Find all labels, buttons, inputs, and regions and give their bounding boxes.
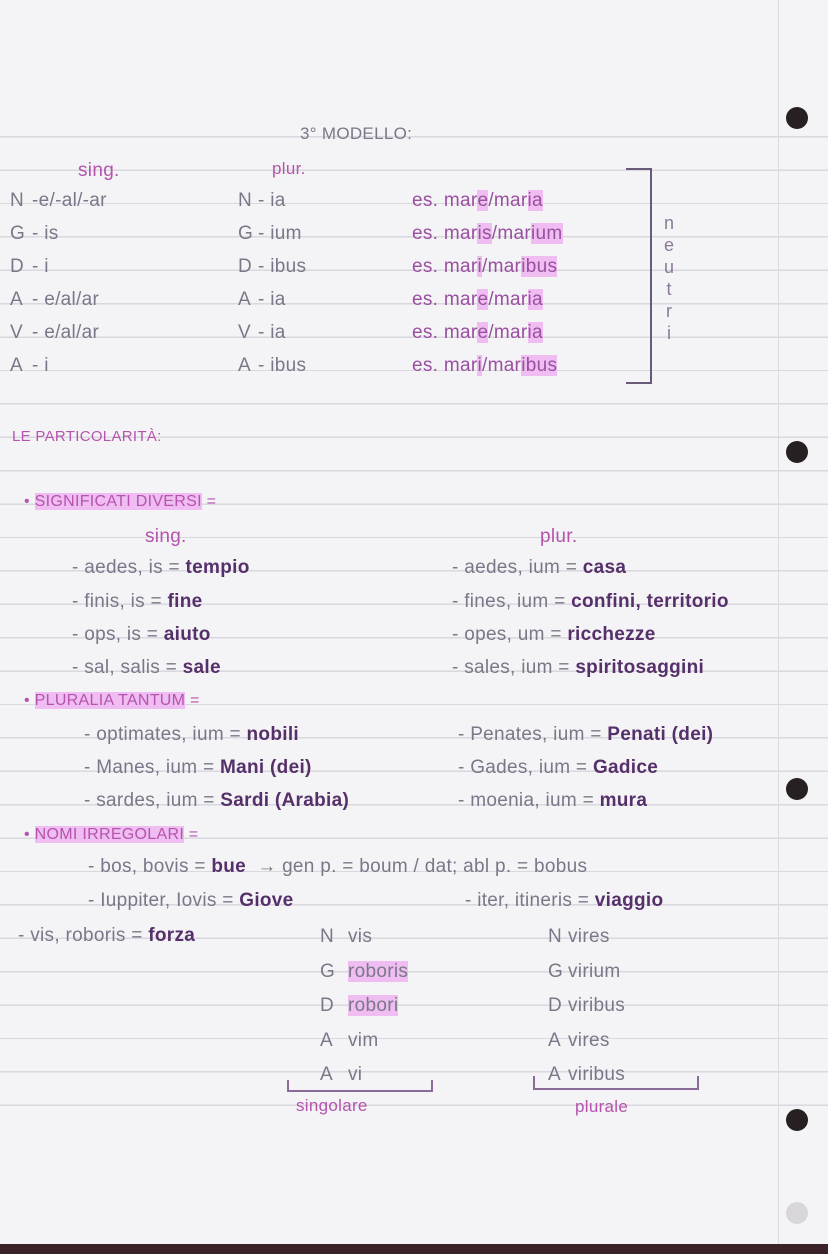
- entry-meaning: Gadice: [592, 757, 659, 778]
- plur-label: plur.: [272, 159, 306, 178]
- ending-sing: - i: [32, 256, 49, 277]
- vis-plur-row: [548, 1030, 610, 1052]
- case-form: virium: [568, 961, 621, 982]
- entry-meaning: mura: [599, 790, 648, 811]
- entry-meaning: nobili: [246, 724, 299, 745]
- example-ending-plur: ibus: [521, 256, 558, 277]
- punch-hole-icon: [786, 441, 808, 463]
- case-label: N: [320, 926, 335, 947]
- list-item: [458, 724, 713, 746]
- entry-word: - fines, ium =: [452, 591, 566, 612]
- ending-plur: - ium: [258, 223, 302, 244]
- entry-meaning: tempio: [185, 557, 250, 578]
- example: [412, 355, 557, 377]
- entry-word: - sales, ium =: [452, 657, 570, 678]
- list-item: [72, 557, 250, 579]
- example: [412, 322, 543, 344]
- ending-sing: - i: [32, 355, 49, 376]
- case-sing: A: [10, 289, 23, 310]
- example: [412, 289, 543, 311]
- iter-word: - iter, itineris =: [465, 890, 590, 911]
- entry-word: - Manes, ium =: [84, 757, 215, 778]
- ending-plur: - ia: [258, 322, 286, 343]
- case-form: vi: [348, 1064, 363, 1085]
- iuppiter-meaning: Giove: [239, 890, 294, 911]
- vis-entry: [18, 925, 195, 947]
- irregolari-heading-text: NOMI IRREGOLARI: [34, 826, 185, 843]
- example-ending-plur: ium: [530, 223, 563, 244]
- list-item: [452, 657, 704, 679]
- entry-meaning: Mani (dei): [219, 757, 312, 778]
- punch-hole-icon: [786, 107, 808, 129]
- pluralia-heading-text: PLURALIA TANTUM: [34, 692, 186, 709]
- case-form: vim: [348, 1030, 379, 1051]
- example-ending-plur: ibus: [521, 355, 558, 376]
- iuppiter-entry: [88, 890, 294, 912]
- list-item: [72, 657, 221, 679]
- example-stem: es. mar: [412, 355, 478, 376]
- significati-heading-text: SIGNIFICATI DIVERSI: [34, 493, 202, 510]
- page-top-blank: [0, 0, 828, 104]
- case-plur: G: [238, 223, 254, 244]
- vis-plur-row: [548, 961, 620, 983]
- entry-word: - opes, um =: [452, 624, 562, 645]
- punch-hole-icon: [786, 1202, 808, 1224]
- entry-meaning: fine: [167, 591, 203, 612]
- bos-entry: [88, 856, 587, 878]
- significati-heading: • SIGNIFICATI DIVERSI =: [24, 493, 217, 510]
- example-stem: /mar: [481, 256, 522, 277]
- section-heading-particolarita: LE PARTICOLARITÀ:: [12, 428, 162, 445]
- bos-note: → gen p. = boum / dat; abl p. = bobus: [257, 856, 588, 877]
- entry-word: - sal, salis =: [72, 657, 178, 678]
- ending-plur: - ibus: [258, 355, 307, 376]
- singolare-bracket: [287, 1080, 433, 1092]
- neutri-letter: u: [663, 257, 674, 277]
- vis-sing-row: [320, 961, 408, 983]
- entry-word: - ops, is =: [72, 624, 159, 645]
- case-plur: A: [238, 355, 251, 376]
- case-label: D: [320, 995, 335, 1016]
- list-item: [84, 724, 299, 746]
- singolare-label: singolare: [296, 1096, 368, 1115]
- case-form: vis: [348, 926, 373, 947]
- example: [412, 256, 557, 278]
- example-stem: /mar: [488, 289, 528, 310]
- entry-meaning: aiuto: [163, 624, 211, 645]
- example-stem: es. mar: [412, 322, 478, 343]
- ending-plur: - ia: [258, 289, 286, 310]
- ending-plur: - ibus: [258, 256, 307, 277]
- ending-sing: - is: [32, 223, 59, 244]
- list-item: [458, 757, 658, 779]
- entry-meaning: ricchezze: [567, 624, 656, 645]
- example-ending-sing: i: [477, 256, 482, 277]
- example-stem: es. mar: [412, 223, 478, 244]
- significati-plur-label: plur.: [540, 526, 578, 547]
- case-label: G: [548, 961, 564, 982]
- entry-meaning: Sardi (Arabia): [220, 790, 350, 811]
- case-sing: N: [10, 190, 25, 211]
- neutri-letter: i: [667, 323, 671, 343]
- vis-word: - vis, roboris =: [18, 925, 143, 946]
- vis-sing-row: [320, 995, 398, 1017]
- example: [412, 223, 563, 245]
- entry-meaning: casa: [582, 557, 627, 578]
- case-plur: A: [238, 289, 251, 310]
- entry-meaning: Penati (dei): [607, 724, 714, 745]
- iuppiter-word: - Iuppiter, Iovis =: [88, 890, 234, 911]
- significati-sing-label: sing.: [145, 526, 187, 547]
- example-stem: es. mar: [412, 190, 478, 211]
- case-label: A: [548, 1030, 561, 1051]
- iter-entry: [465, 890, 663, 912]
- entry-word: - finis, is =: [72, 591, 162, 612]
- neutri-letter: t: [666, 279, 672, 299]
- entry-word: - moenia, ium =: [458, 790, 594, 811]
- iter-meaning: viaggio: [594, 890, 664, 911]
- example-ending-plur: ia: [527, 190, 543, 211]
- list-item: [452, 624, 656, 646]
- case-label: A: [320, 1030, 333, 1051]
- sing-label: sing.: [78, 160, 120, 181]
- list-item: [452, 591, 729, 613]
- entry-word: - optimates, ium =: [84, 724, 241, 745]
- case-label: N: [548, 926, 563, 947]
- example-stem: /mar: [491, 223, 531, 244]
- neutri-bracket: [626, 168, 652, 384]
- bos-word: - bos, bovis =: [88, 856, 206, 877]
- vis-meaning: forza: [148, 925, 196, 946]
- vis-sing-row: [320, 1030, 378, 1052]
- vis-plur-row: [548, 926, 610, 948]
- case-plur: V: [238, 322, 251, 343]
- vis-plur-row: [548, 995, 625, 1017]
- case-form: roboris: [348, 961, 409, 982]
- list-item: [84, 790, 349, 812]
- case-sing: A: [10, 355, 23, 376]
- example-ending-sing: e: [477, 322, 489, 343]
- example-stem: /mar: [488, 190, 528, 211]
- case-form: viribus: [568, 995, 626, 1016]
- example-stem: es. mar: [412, 289, 478, 310]
- entry-meaning: sale: [182, 657, 221, 678]
- example-stem: /mar: [481, 355, 522, 376]
- case-form: vires: [568, 926, 610, 947]
- page-bottom-blank: [0, 1132, 828, 1244]
- example-ending-sing: e: [477, 289, 489, 310]
- bos-meaning: bue: [211, 856, 247, 877]
- case-label: A: [548, 1064, 561, 1085]
- vis-sing-row: [320, 926, 372, 948]
- plurale-bracket: [533, 1076, 699, 1090]
- example-stem: /mar: [488, 322, 528, 343]
- case-form: robori: [348, 995, 399, 1016]
- plurale-label: plurale: [575, 1097, 629, 1116]
- example: [412, 190, 543, 212]
- case-label: G: [320, 961, 336, 982]
- page-edge: [0, 1244, 828, 1254]
- punch-hole-icon: [786, 1109, 808, 1131]
- example-ending-plur: ia: [527, 322, 543, 343]
- ending-sing: - e/al/ar: [32, 322, 100, 343]
- entry-meaning: spiritosaggini: [575, 657, 705, 678]
- entry-word: - sardes, ium =: [84, 790, 215, 811]
- case-plur: D: [238, 256, 253, 277]
- list-item: [72, 591, 203, 613]
- entry-meaning: confini, territorio: [571, 591, 729, 612]
- margin-line: [778, 0, 779, 1244]
- ending-sing: -e/-al/-ar: [32, 190, 107, 211]
- neutri-letter: n: [663, 213, 674, 233]
- example-ending-plur: ia: [527, 289, 543, 310]
- irregolari-heading: • NOMI IRREGOLARI =: [24, 826, 199, 843]
- neutri-letter: e: [663, 235, 674, 255]
- case-sing: V: [10, 322, 23, 343]
- page-title: 3° MODELLO:: [300, 124, 413, 143]
- case-form: viribus: [568, 1064, 626, 1085]
- pluralia-heading: • PLURALIA TANTUM =: [24, 692, 200, 709]
- list-item: [84, 757, 312, 779]
- case-sing: G: [10, 223, 26, 244]
- neutri-label: [662, 212, 676, 344]
- punch-hole-icon: [786, 778, 808, 800]
- list-item: [458, 790, 647, 812]
- entry-word: - aedes, is =: [72, 557, 180, 578]
- entry-word: - Gades, ium =: [458, 757, 588, 778]
- example-stem: es. mar: [412, 256, 478, 277]
- entry-word: - Penates, ium =: [458, 724, 602, 745]
- neutri-letter: r: [666, 301, 672, 321]
- case-form: vires: [568, 1030, 610, 1051]
- ending-plur: - ia: [258, 190, 286, 211]
- entry-word: - aedes, ium =: [452, 557, 578, 578]
- example-ending-sing: i: [477, 355, 482, 376]
- case-sing: D: [10, 256, 25, 277]
- case-plur: N: [238, 190, 253, 211]
- case-label: D: [548, 995, 563, 1016]
- case-label: A: [320, 1064, 333, 1085]
- example-ending-sing: e: [477, 190, 489, 211]
- list-item: [452, 557, 626, 579]
- example-ending-sing: is: [477, 223, 492, 244]
- ending-sing: - e/al/ar: [32, 289, 100, 310]
- list-item: [72, 624, 211, 646]
